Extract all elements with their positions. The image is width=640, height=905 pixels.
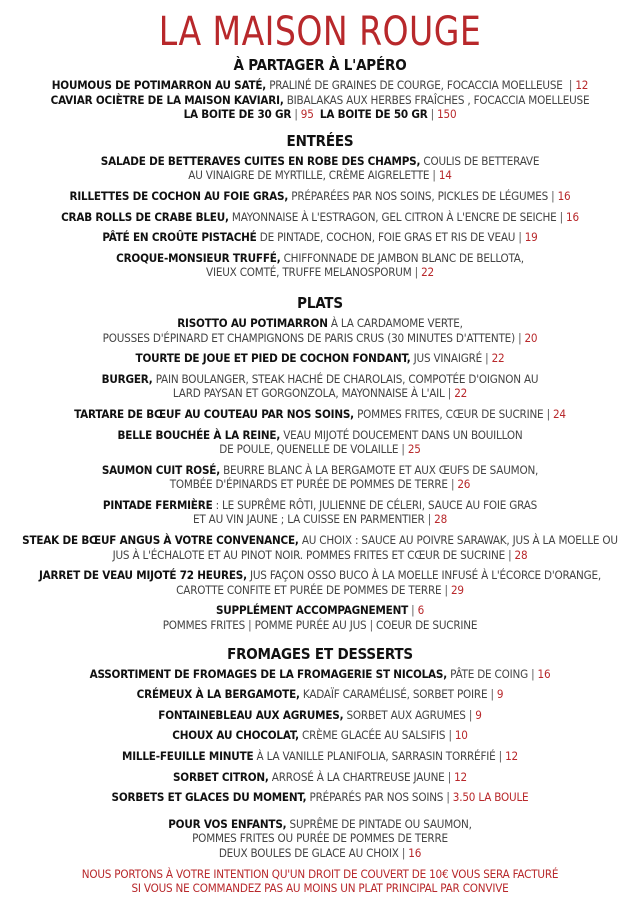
item-desc: JUS FAÇON OSSO BUCO À LA MOELLE INFUSÉ À L'ÉCORCE D'ORANGE,	[249, 568, 602, 583]
item-desc: BEURRE BLANC À LA BERGAMOTE ET AUX ŒUFS DE SAUMON,	[223, 462, 539, 477]
item-desc: POUSSES D'ÉPINARD ET CHAMPIGNONS DE PARIS CRUS (30 MINUTES D'ATTENTE)	[102, 330, 515, 345]
kids-menu-desc: DEUX BOULES DE GLACE AU CHOIX	[218, 845, 399, 860]
item-desc: PRALINÉ DE GRAINES DE COURGE, FOCACCIA MOELLEUSE	[269, 78, 563, 92]
menu-item: SALADE DE BETTERAVES CUITES EN ROBE DES CHAMPS, COULIS DE BETTERAVE AU VINAIGRE DE MYRTILLE, CRÈME AIGRELETTE | 14	[100, 153, 540, 183]
supplement-name: SUPPLÉMENT ACCOMPAGNEMENT	[215, 603, 409, 618]
item-desc: : LE SUPRÊME RÔTI, JULIENNE DE CÉLERI, SAUCE AU FOIE GRAS	[215, 497, 538, 512]
item-price: 25	[407, 442, 421, 457]
item-price: 9	[496, 687, 504, 702]
item-desc: KADAÏF CARAMÉLISÉ, SORBET POIRE	[302, 687, 488, 702]
section-title-entrees: ENTRÉES	[286, 131, 354, 150]
item-name: BELLE BOUCHÉE À LA REINE,	[117, 427, 281, 442]
item-price: 22	[421, 265, 434, 280]
notice-line: NOUS PORTONS À VOTRE INTENTION QU'UN DROIT DE COUVERT DE 10€ VOUS SERA FACTURÉ	[81, 866, 559, 881]
item-name: JARRET DE VEAU MIJOTÉ 72 HEURES,	[38, 568, 247, 583]
item-name: TARTARE DE BŒUF AU COUTEAU PAR NOS SOINS,	[74, 406, 354, 421]
item-name: SORBET CITRON,	[172, 769, 269, 784]
section-apero	[0, 56, 640, 122]
item-desc: CAROTTE CONFITE ET PURÉE DE POMMES DE TERRE	[176, 582, 442, 597]
item-desc: VEAU MIJOTÉ DOUCEMENT DANS UN BOUILLON	[283, 427, 523, 442]
item-price: 29	[450, 582, 464, 597]
item-desc: AU VINAIGRE DE MYRTILLE, CRÈME AIGRELETTE	[188, 168, 430, 183]
item-desc: POMMES FRITES, CŒUR DE SUCRINE	[357, 406, 544, 421]
item-price: 12	[505, 749, 518, 763]
item-desc: CHIFFONNADE DE JAMBON BLANC DE BELLOTA,	[283, 250, 524, 265]
menu-item: CHOUX AU CHOCOLAT, CRÈME GLACÉE AU SALSIFIS | 10	[172, 728, 468, 743]
section-title-plats: PLATS	[297, 293, 343, 312]
supplement-option: COEUR DE SUCRINE	[376, 618, 478, 633]
supplement-option: POMMES FRITES	[162, 618, 246, 633]
item-name: SORBETS ET GLACES DU MOMENT,	[111, 790, 307, 805]
item-desc: À LA VANILLE PLANIFOLIA, SARRASIN TORRÉFIÉ	[256, 749, 496, 763]
menu-item: FONTAINEBLEAU AUX AGRUMES, SORBET AUX AGRUMES | 9	[158, 707, 482, 722]
item-desc: ET AU VIN JAUNE ; LA CUISSE EN PARMENTIER	[192, 512, 425, 527]
item-desc: MAYONNAISE À L'ESTRAGON, GEL CITRON À L'ENCRE DE SEICHE	[231, 209, 557, 224]
item-price: 19	[524, 230, 538, 245]
kids-menu-name: POUR VOS ENFANTS,	[168, 816, 287, 831]
section-title-apero: À PARTAGER À L'APÉRO	[233, 56, 407, 74]
menu-item: JARRET DE VEAU MIJOTÉ 72 HEURES, JUS FAÇON OSSO BUCO À LA MOELLE INFUSÉ À L'ÉCORCE D'ORANGE, CAROTTE CONFITE ET PURÉE DE POMMES DE TERRE | 29	[38, 568, 602, 597]
notice-line: SI VOUS NE COMMANDEZ PAS AU MOINS UN PLAT PRINCIPAL PAR CONVIVE	[131, 881, 509, 896]
item-desc: DE POULE, QUENELLE DE VOLAILLE	[219, 442, 399, 457]
item-desc: LARD PAYSAN ET GORGONZOLA, MAYONNAISE À L'AIL	[172, 386, 445, 401]
item-price: 16	[557, 188, 571, 203]
supplement: SUPPLÉMENT ACCOMPAGNEMENT | 6 POMMES FRITES | POMME PURÉE AU JUS | COEUR DE SUCRINE	[162, 603, 478, 633]
menu-item: SAUMON CUIT ROSÉ, BEURRE BLANC À LA BERGAMOTE ET AUX ŒUFS DE SAUMON, TOMBÉE D'ÉPINARDS ET PURÉE DE POMMES DE TERRE | 26	[101, 462, 539, 492]
section-title-desserts: FROMAGES ET DESSERTS	[227, 644, 413, 663]
item-price: 22	[454, 386, 468, 401]
item-name: FONTAINEBLEAU AUX AGRUMES,	[158, 707, 344, 722]
menu-item: SORBETS ET GLACES DU MOMENT, PRÉPARÉS PAR NOS SOINS | 3.50 LA BOULE	[111, 790, 529, 805]
menu-item: PÂTÉ EN CROÛTE PISTACHÉ DE PINTADE, COCHON, FOIE GRAS ET RIS DE VEAU | 19	[102, 230, 538, 245]
kids-menu-desc: POMMES FRITES OU PURÉE DE POMMES DE TERRE	[192, 831, 448, 846]
item-name: TOURTE DE JOUE ET PIED DE COCHON FONDANT,	[135, 351, 411, 366]
item-name: HOUMOUS DE POTIMARRON AU SATÉ,	[51, 78, 267, 92]
item-price: 14	[438, 168, 452, 183]
item-name: BURGER,	[101, 371, 153, 386]
menu-item: SORBET CITRON, ARROSÉ À LA CHARTREUSE JAUNE | 12	[172, 769, 467, 784]
menu-item: TARTARE DE BŒUF AU COUTEAU PAR NOS SOINS, POMMES FRITES, CŒUR DE SUCRINE | 24	[74, 406, 566, 421]
cover-charge-notice	[0, 867, 640, 896]
menu-item: CRAB ROLLS DE CRABE BLEU, MAYONNAISE À L'ESTRAGON, GEL CITRON À L'ENCRE DE SEICHE | 16	[61, 209, 579, 224]
item-price: 22	[491, 351, 505, 366]
item-price: 16	[566, 209, 579, 224]
item-name: CHOUX AU CHOCOLAT,	[172, 728, 299, 743]
item-price: 3.50 LA BOULE	[452, 790, 529, 805]
menu-item: ASSORTIMENT DE FROMAGES DE LA FROMAGERIE ST NICOLAS, PÂTE DE COING | 16	[89, 666, 551, 681]
item-desc: PRÉPARÉES PAR NOS SOINS, PICKLES DE LÉGUMES	[291, 188, 549, 203]
item-desc: JUS À L'ÉCHALOTE ET AU PINOT NOIR. POMMES FRITES ET CŒUR DE SUCRINE	[112, 547, 505, 562]
kids-menu-desc: SUPRÊME DE PINTADE OU SAUMON,	[289, 816, 472, 831]
item-price: 28	[514, 547, 528, 562]
caviar-box-label: LA BOITE DE 30 GR	[183, 107, 292, 122]
item-price: 9	[475, 707, 482, 722]
caviar-box-label: LA BOITE DE 50 GR	[319, 107, 428, 122]
item-desc: ARROSÉ À LA CHARTREUSE JAUNE	[271, 769, 445, 784]
supplement-option: POMME PURÉE AU JUS	[254, 618, 367, 633]
item-name: PINTADE FERMIÈRE	[102, 497, 213, 512]
menu-item: STEAK DE BŒUF ANGUS À VOTRE CONVENANCE, AU CHOIX : SAUCE AU POIVRE SARAWAK, JUS À LA MOELLE OU JUS À L'ÉCHALOTE ET AU PINOT NOIR. POMMES FRITES ET CŒUR DE SUCRINE | 28	[22, 533, 618, 562]
menu-item: HOUMOUS DE POTIMARRON AU SATÉ, PRALINÉ DE GRAINES DE COURGE, FOCACCIA MOELLEUSE | 12	[51, 78, 589, 92]
item-price: 20	[524, 330, 538, 345]
item-name: PÂTÉ EN CROÛTE PISTACHÉ	[102, 230, 257, 245]
item-name: CAVIAR OCIÈTRE DE LA MAISON KAVIARI,	[50, 92, 284, 107]
caviar-box-price: 150	[437, 107, 457, 122]
item-name: CRÉMEUX À LA BERGAMOTE,	[136, 687, 300, 702]
caviar-box-price: 95	[300, 107, 314, 122]
item-price: 28	[434, 512, 448, 527]
item-name: RISOTTO AU POTIMARRON	[177, 315, 328, 330]
item-price: 26	[457, 477, 471, 492]
section-plats	[0, 294, 640, 633]
item-desc: CRÈME GLACÉE AU SALSIFIS	[301, 728, 446, 743]
item-desc: TOMBÉE D'ÉPINARDS ET PURÉE DE POMMES DE TERRE	[169, 477, 448, 492]
item-name: ASSORTIMENT DE FROMAGES DE LA FROMAGERIE ST NICOLAS,	[89, 666, 448, 681]
item-desc: BIBALAKAS AUX HERBES FRAÎCHES , FOCACCIA MOELLEUSE	[286, 92, 590, 107]
item-desc: JUS VINAIGRÉ	[413, 351, 483, 366]
item-name: CRAB ROLLS DE CRABE BLEU,	[61, 209, 229, 224]
item-price: 12	[454, 769, 467, 784]
kids-menu: POUR VOS ENFANTS, SUPRÊME DE PINTADE OU SAUMON, POMMES FRITES OU PURÉE DE POMMES DE TERRE DEUX BOULES DE GLACE AU CHOIX | 16	[168, 816, 472, 860]
menu-item: CROQUE-MONSIEUR TRUFFÉ, CHIFFONNADE DE JAMBON BLANC DE BELLOTA, VIEUX COMTÉ, TRUFFE MELANOSPORUM | 22	[116, 250, 524, 280]
item-desc: AU CHOIX : SAUCE AU POIVRE SARAWAK, JUS À LA MOELLE OU	[301, 533, 618, 548]
menu-item: CRÉMEUX À LA BERGAMOTE, KADAÏF CARAMÉLISÉ, SORBET POIRE | 9	[136, 687, 504, 702]
section-entrees	[0, 132, 640, 280]
menu-item: CAVIAR OCIÈTRE DE LA MAISON KAVIARI, BIBALAKAS AUX HERBES FRAÎCHES , FOCACCIA MOELLEUSE LA BOITE DE 30 GR | 95 LA BOITE DE 50 GR | 150	[50, 92, 590, 122]
item-price: 24	[553, 406, 566, 421]
item-name: SALADE DE BETTERAVES CUITES EN ROBE DES CHAMPS,	[100, 153, 421, 168]
menu-item: RISOTTO AU POTIMARRON À LA CARDAMOME VERTE, POUSSES D'ÉPINARD ET CHAMPIGNONS DE PARIS CRUS (30 MINUTES D'ATTENTE) | 20	[102, 315, 538, 345]
item-desc: DE PINTADE, COCHON, FOIE GRAS ET RIS DE VEAU	[259, 230, 516, 245]
menu-item: BELLE BOUCHÉE À LA REINE, VEAU MIJOTÉ DOUCEMENT DANS UN BOUILLON DE POULE, QUENELLE DE VOLAILLE | 25	[117, 427, 523, 457]
item-name: MILLE-FEUILLE MINUTE	[122, 749, 254, 763]
kids-menu-price: 16	[408, 845, 422, 860]
item-price: 12	[575, 78, 589, 92]
menu-item: BURGER, PAIN BOULANGER, STEAK HACHÉ DE CHAROLAIS, COMPOTÉE D'OIGNON AU LARD PAYSAN ET GORGONZOLA, MAYONNAISE À L'AIL | 22	[101, 371, 539, 401]
item-price: 16	[537, 666, 551, 681]
menu-item: TOURTE DE JOUE ET PIED DE COCHON FONDANT, JUS VINAIGRÉ | 22	[135, 351, 505, 366]
supplement-price: 6	[417, 603, 425, 618]
item-desc: PRÉPARÉS PAR NOS SOINS	[309, 790, 444, 805]
section-desserts	[0, 645, 640, 805]
item-name: CROQUE-MONSIEUR TRUFFÉ,	[116, 250, 281, 265]
item-desc: COULIS DE BETTERAVE	[423, 153, 540, 168]
item-name: STEAK DE BŒUF ANGUS À VOTRE CONVENANCE,	[22, 533, 299, 548]
menu-item: RILLETTES DE COCHON AU FOIE GRAS, PRÉPARÉES PAR NOS SOINS, PICKLES DE LÉGUMES | 16	[69, 188, 571, 203]
item-desc: PÂTE DE COING	[450, 666, 528, 681]
item-name: RILLETTES DE COCHON AU FOIE GRAS,	[69, 188, 289, 203]
item-desc: VIEUX COMTÉ, TRUFFE MELANOSPORUM	[206, 265, 412, 280]
restaurant-title: LA MAISON ROUGE	[158, 9, 482, 55]
item-desc: À LA CARDAMOME VERTE,	[330, 315, 463, 330]
item-desc: PAIN BOULANGER, STEAK HACHÉ DE CHAROLAIS, COMPOTÉE D'OIGNON AU	[155, 371, 539, 386]
item-price: 10	[454, 728, 468, 743]
menu-item: MILLE-FEUILLE MINUTE À LA VANILLE PLANIFOLIA, SARRASIN TORRÉFIÉ | 12	[122, 749, 518, 763]
item-name: SAUMON CUIT ROSÉ,	[101, 462, 220, 477]
menu-item: PINTADE FERMIÈRE : LE SUPRÊME RÔTI, JULIENNE DE CÉLERI, SAUCE AU FOIE GRAS ET AU VIN JAUNE ; LA CUISSE EN PARMENTIER | 28	[102, 497, 538, 527]
item-desc: SORBET AUX AGRUMES	[346, 707, 466, 722]
